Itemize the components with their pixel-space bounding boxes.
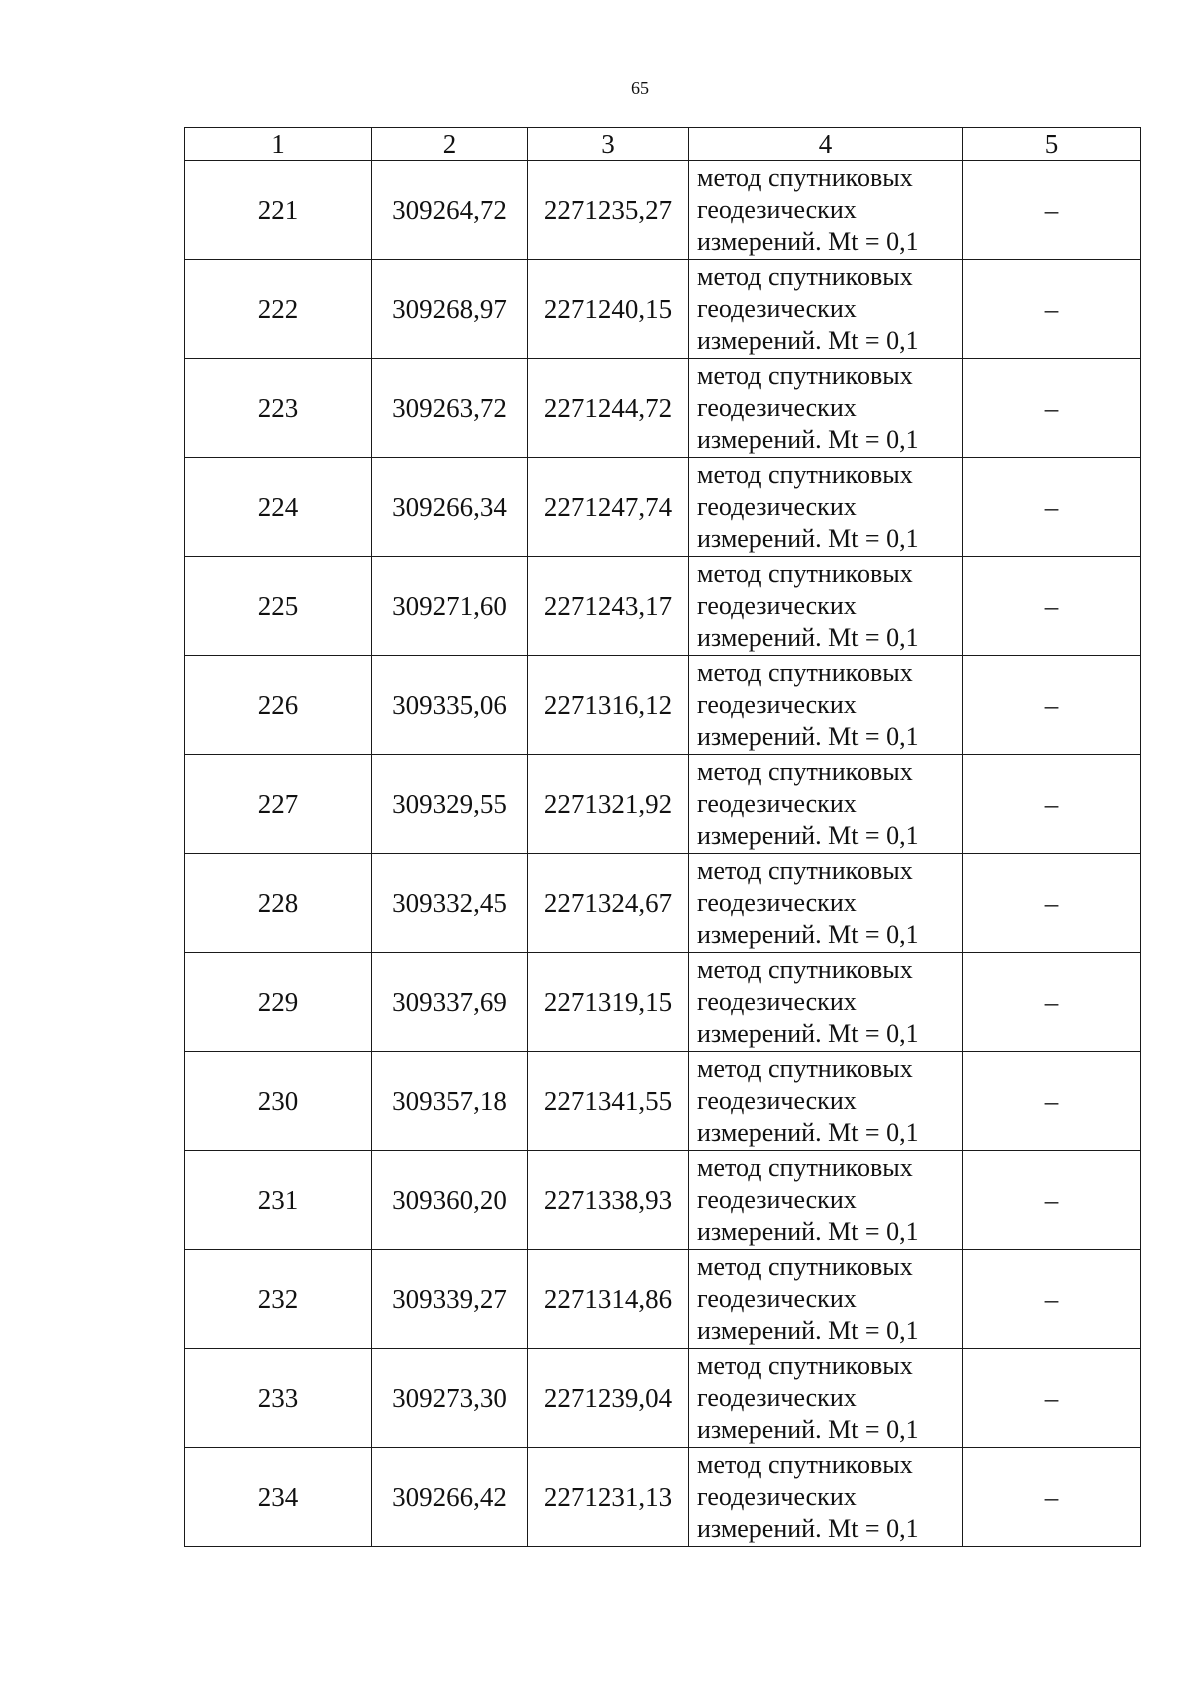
y-coordinate: 2271243,17 [528,557,689,656]
table-row [185,1349,1141,1448]
point-number: 229 [185,953,372,1052]
method-description: метод спутниковых геодезических измерений. Mt = 0,1 [689,161,963,260]
method-description: метод спутниковых геодезических измерений. Mt = 0,1 [689,1349,963,1448]
x-coordinate: 309268,97 [372,260,528,359]
table-row [185,260,1141,359]
column-header: 1 [185,128,372,161]
note-cell: – [963,161,1141,260]
note-cell: – [963,656,1141,755]
column-header: 3 [528,128,689,161]
method-description: метод спутниковых геодезических измерений. Mt = 0,1 [689,854,963,953]
table-row [185,161,1141,260]
note-cell: – [963,1349,1141,1448]
table-row [185,1250,1141,1349]
table-row [185,458,1141,557]
x-coordinate: 309264,72 [372,161,528,260]
note-cell: – [963,953,1141,1052]
x-coordinate: 309339,27 [372,1250,528,1349]
note-cell: – [963,1448,1141,1547]
y-coordinate: 2271239,04 [528,1349,689,1448]
x-coordinate: 309335,06 [372,656,528,755]
y-coordinate: 2271338,93 [528,1151,689,1250]
method-description: метод спутниковых геодезических измерений. Mt = 0,1 [689,1151,963,1250]
y-coordinate: 2271321,92 [528,755,689,854]
page-number: 65 [631,78,649,98]
coordinates-table [184,127,1141,1547]
x-coordinate: 309360,20 [372,1151,528,1250]
column-header: 4 [689,128,963,161]
column-header: 2 [372,128,528,161]
method-description: метод спутниковых геодезических измерений. Mt = 0,1 [689,1448,963,1547]
y-coordinate: 2271235,27 [528,161,689,260]
x-coordinate: 309273,30 [372,1349,528,1448]
point-number: 227 [185,755,372,854]
note-cell: – [963,1250,1141,1349]
point-number: 232 [185,1250,372,1349]
table-row [185,854,1141,953]
method-description: метод спутниковых геодезических измерений. Mt = 0,1 [689,458,963,557]
table-row [185,1448,1141,1547]
point-number: 222 [185,260,372,359]
x-coordinate: 309266,42 [372,1448,528,1547]
point-number: 228 [185,854,372,953]
x-coordinate: 309329,55 [372,755,528,854]
table-header-row [185,128,1141,161]
method-description: метод спутниковых геодезических измерений. Mt = 0,1 [689,260,963,359]
y-coordinate: 2271247,74 [528,458,689,557]
y-coordinate: 2271341,55 [528,1052,689,1151]
method-description: метод спутниковых геодезических измерений. Mt = 0,1 [689,359,963,458]
note-cell: – [963,557,1141,656]
point-number: 225 [185,557,372,656]
method-description: метод спутниковых геодезических измерений. Mt = 0,1 [689,557,963,656]
note-cell: – [963,359,1141,458]
point-number: 226 [185,656,372,755]
y-coordinate: 2271240,15 [528,260,689,359]
note-cell: – [963,755,1141,854]
note-cell: – [963,854,1141,953]
y-coordinate: 2271314,86 [528,1250,689,1349]
point-number: 233 [185,1349,372,1448]
column-header: 5 [963,128,1141,161]
method-description: метод спутниковых геодезических измерений. Mt = 0,1 [689,953,963,1052]
point-number: 230 [185,1052,372,1151]
table-row [185,1151,1141,1250]
table-row [185,359,1141,458]
table-row [185,557,1141,656]
point-number: 224 [185,458,372,557]
method-description: метод спутниковых геодезических измерений. Mt = 0,1 [689,656,963,755]
table-row [185,755,1141,854]
x-coordinate: 309332,45 [372,854,528,953]
method-description: метод спутниковых геодезических измерений. Mt = 0,1 [689,755,963,854]
method-description: метод спутниковых геодезических измерений. Mt = 0,1 [689,1250,963,1349]
y-coordinate: 2271231,13 [528,1448,689,1547]
point-number: 221 [185,161,372,260]
note-cell: – [963,458,1141,557]
x-coordinate: 309337,69 [372,953,528,1052]
table-row [185,953,1141,1052]
x-coordinate: 309271,60 [372,557,528,656]
note-cell: – [963,260,1141,359]
y-coordinate: 2271244,72 [528,359,689,458]
point-number: 231 [185,1151,372,1250]
y-coordinate: 2271324,67 [528,854,689,953]
x-coordinate: 309357,18 [372,1052,528,1151]
method-description: метод спутниковых геодезических измерений. Mt = 0,1 [689,1052,963,1151]
point-number: 234 [185,1448,372,1547]
note-cell: – [963,1052,1141,1151]
y-coordinate: 2271316,12 [528,656,689,755]
note-cell: – [963,1151,1141,1250]
x-coordinate: 309263,72 [372,359,528,458]
table-row [185,656,1141,755]
x-coordinate: 309266,34 [372,458,528,557]
point-number: 223 [185,359,372,458]
table-row [185,1052,1141,1151]
y-coordinate: 2271319,15 [528,953,689,1052]
